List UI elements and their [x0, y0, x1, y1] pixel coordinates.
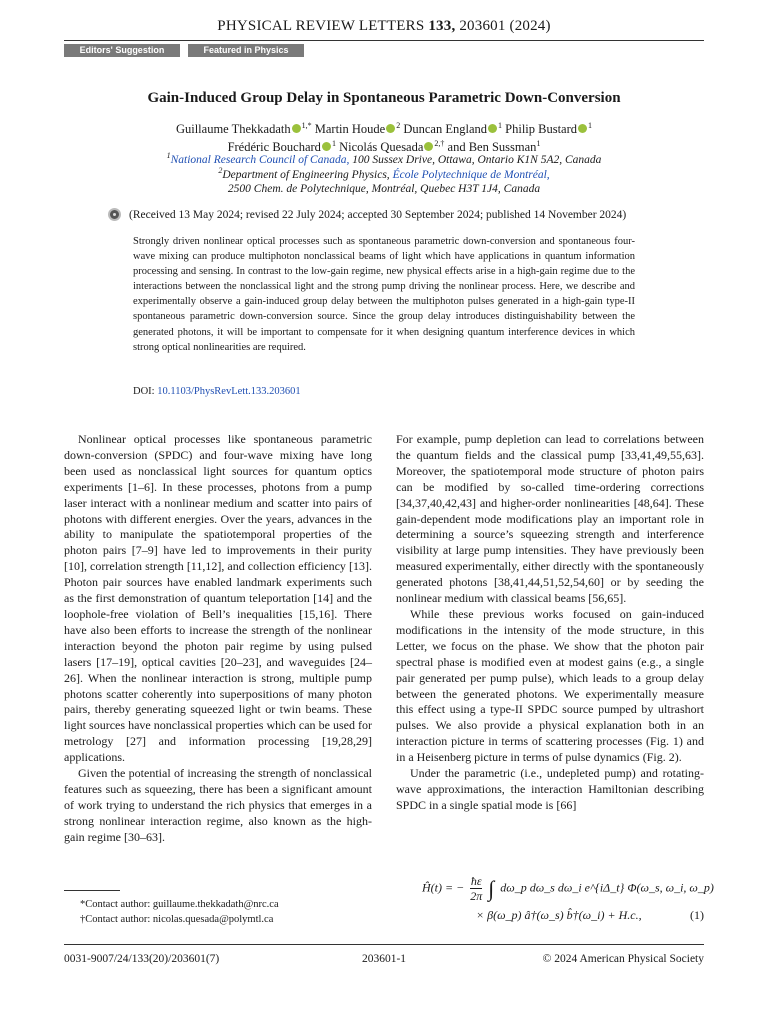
footnote-contact-1: *Contact author: guillaume.thekkadath@nrc.ca [80, 899, 279, 910]
received-text: (Received 13 May 2024; revised 22 July 2024; accepted 30 September 2024; published 14 November 2024) [129, 208, 627, 221]
orcid-icon[interactable] [292, 124, 301, 133]
abstract: Strongly driven nonlinear optical processes such as spontaneous parametric down-conversion and spontaneous four-wave mixing can produce multiphoton nonclassical beams of light which have applications in quantum information processing and sensing. In contrast to the low-gain regime, new physical effects arise in a high-gain regime due to the interactions between the nonclassical light and the strong pump driving the nonlinear process. Here, we describe and experimentally observe a gain-induced group delay between the multiphoton pulses generated in a high-gain type-II spontaneous parametric down-conversion source. Since the group delay introduces distinguishability between the generated photons, it will be important to compensate for it when designing quantum interference devices in which strong optical nonlinearities are required. [133, 236, 635, 353]
header-rule [64, 40, 704, 41]
nrc-link[interactable]: National Research Council of Canada, [170, 154, 350, 166]
footnote-rule [64, 890, 120, 891]
footnotes [80, 897, 279, 927]
body-column-right [396, 432, 704, 814]
body-paragraph: Nonlinear optical processes like spontaneous parametric down-conversion (SPDC) and four-wave mixing have long been used as nonclassical light sources for quantum optics experiments [1–6]. In these processes, photons from a pump laser interact with a nonlinear medium and scatter into pairs of photons with different energies. Over the years, advances in the ability to manipulate the spatiotemporal properties of the photon pairs [7–9] have led to improvements in their purity [10], correlation strength [11,12], and collection efficiency [13]. Photon pair sources have enabled landmark experiments such as the first demonstration of quantum teleportation [14] and the loophole-free violation of Bell’s inequalities [15,16]. There have also been efforts to increase the strength of the nonlinear interaction beyond the photon pair regime by using pulsed lasers [17–19], optical cavities [20–23], and waveguides [24–26]. When the nonlinear interaction is strong, multiple pump photons scatter coherently into superpositions of many photon pairs, thereby generating squeezed light or twin beams. These light sources have nonclassical properties which can be used for metrology [27] and information processing [19,28,29] applications. [64, 432, 372, 765]
footnote-contact-2: †Contact author: nicolas.quesada@polymtl.ca [80, 914, 274, 925]
doi-line [133, 386, 301, 397]
equation-line-2: × β(ω_p) â†(ω_s) b̂†(ω_i) + H.c., [476, 908, 642, 922]
orcid-icon[interactable] [578, 124, 587, 133]
received-dates [108, 208, 708, 221]
affiliations [64, 153, 704, 197]
affiliation-1: $^1$National Research Council of Canada, 100 Sussex Drive, Ottawa, Ontario K1N 5A2, Canada [166, 151, 602, 166]
journal-name: PHYSICAL REVIEW LETTERS [217, 18, 425, 34]
author-affiliation-mark: 1,* [301, 120, 312, 130]
journal-volume: 133, [428, 18, 456, 34]
polymtl-link[interactable]: École Polytechnique de Montréal, [392, 168, 550, 181]
author-name: Duncan England [403, 122, 488, 136]
author-affiliation-mark: 2,† [434, 138, 445, 148]
doi-link[interactable]: 10.1103/PhysRevLett.133.203601 [157, 386, 301, 397]
paper-title: Gain-Induced Group Delay in Spontaneous Parametric Down-Conversion [147, 90, 621, 106]
author-name: Guillaume Thekkadath [175, 122, 291, 136]
body-paragraph: For example, pump depletion can lead to correlations between the quantum fields and the classical pump [33,41,49,55,63]. Moreover, the spatiotemporal mode structure of photon pairs can be modified by so-called time-ordering corrections [34,37,40,42,43] and higher-order nonlinearities [48,64]. These gain-dependent mode modifications play an important role in determining a source’s squeezing strength and interference visibility at large pump intensities. They have previously been measured experimentally, either directly with the spontaneously generated photons [38,41,44,51,52,54,60] or by seeding the nonlinear medium with classical beams [56,65]. [396, 432, 704, 606]
open-access-icon[interactable] [108, 208, 121, 221]
footer-copyright: © 2024 American Physical Society [542, 953, 704, 965]
affiliation-2-address: 2500 Chem. de Polytechnique, Montréal, Quebec H3T 1J4, Canada [227, 183, 541, 195]
orcid-icon[interactable] [322, 142, 331, 151]
author-name: Nicolás Quesada [339, 140, 424, 154]
author-affiliation-mark: 2 [396, 120, 401, 130]
badge-row [64, 44, 304, 57]
editors-suggestion-badge[interactable]: Editors' Suggestion [64, 44, 180, 57]
body-column-left [64, 432, 372, 846]
equation-fraction: $\frac{ħ\varepsilon}{2\pi}$ [470, 874, 483, 903]
author-name: and Ben Sussman [447, 140, 537, 154]
integral-symbol: ∫ [488, 875, 495, 901]
author-name: Martin Houde [314, 122, 386, 136]
author-affiliation-mark: 1 [498, 120, 503, 130]
body-paragraph: Given the potential of increasing the strength of nonclassical features such as squeezing, there has been a significant amount of work trying to understand the rich physics that emerges in a strong nonlinear interaction regime, also known as the high-gain regime [30–63]. [64, 766, 372, 844]
author-list [64, 120, 704, 156]
affiliation-2: $^2$Department of Engineering Physics, École Polytechnique de Montréal, [218, 165, 550, 181]
article-number: 203601 (2024) [459, 18, 551, 34]
equation-line-1: Ĥ(t) = − $\frac{ħ\varepsilon}{2\pi}$ ∫ dω_p dω_s dω_i e^{iΔ_t} Φ(ω_s, ω_i, ω_p) [422, 874, 714, 903]
orcid-icon[interactable] [424, 142, 433, 151]
orcid-icon[interactable] [386, 124, 395, 133]
footer-page-number: 203601-1 [361, 953, 407, 965]
author-affiliation-mark: 1 [588, 120, 593, 130]
author-name: Frédéric Bouchard [227, 140, 321, 154]
body-paragraph: Under the parametric (i.e., undepleted pump) and rotating-wave approximations, the interaction Hamiltonian describing SPDC in a single spatial mode is [66] [396, 766, 704, 812]
footer-rule [64, 944, 704, 945]
author-affiliation-mark: 1 [331, 138, 336, 148]
equation-number: (1) [690, 908, 704, 922]
author-name: Philip Bustard [505, 122, 578, 136]
journal-header [0, 18, 768, 35]
body-paragraph: While these previous works focused on gain-induced modifications in the intensity of the mode structure, in this Letter, we focus on the phase. We show that the photon pair spectral phase is modified even at modest gains (e.g., a single pair generated per pump pulse), which leads to a group delay between the generated photons. We experimentally measure this effect using a type-II SPDC source pumped by ultrashort pulses. We also provide a physical explanation both in an interaction picture in terms of scattering processes (Fig. 1) and in a Heisenberg picture in terms of pulse dynamics (Fig. 2). [396, 606, 704, 765]
featured-in-physics-badge[interactable]: Featured in Physics [188, 44, 304, 57]
doi-label: DOI: [133, 386, 155, 397]
footer-issn: 0031-9007/24/133(20)/203601(7) [64, 953, 220, 965]
orcid-icon[interactable] [488, 124, 497, 133]
author-affiliation-mark: 1 [536, 138, 541, 148]
